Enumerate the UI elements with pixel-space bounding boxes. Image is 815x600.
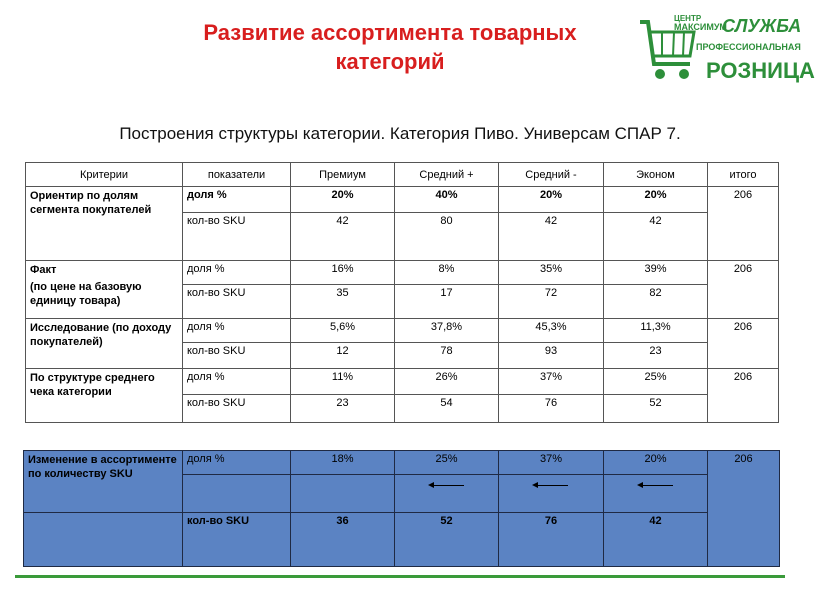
logo-brand-top: ЦЕНТР bbox=[674, 14, 702, 23]
company-logo bbox=[638, 8, 815, 94]
value-cell: 37,8% bbox=[395, 319, 499, 343]
empty-cell bbox=[24, 513, 183, 567]
total-cell: 206 bbox=[708, 261, 779, 319]
total-cell: 206 bbox=[708, 451, 780, 567]
table-row bbox=[24, 451, 780, 475]
page-subtitle: Построения структуры категории. Категория Пиво. Универсам СПАР 7. bbox=[119, 124, 681, 143]
indicator-cell: кол-во SKU bbox=[183, 213, 291, 261]
logo-line-2: ПРОФЕССИОНАЛЬНАЯ bbox=[696, 42, 801, 52]
header-criteria: Критерии bbox=[26, 163, 183, 187]
criteria-cell bbox=[26, 261, 183, 319]
arrow-cell bbox=[499, 475, 604, 513]
value-cell: 11,3% bbox=[604, 319, 708, 343]
table-row bbox=[26, 369, 779, 395]
header-economy: Эконом bbox=[604, 163, 708, 187]
value-cell: 42 bbox=[291, 213, 395, 261]
arrow-cell bbox=[395, 475, 499, 513]
value-cell: 16% bbox=[291, 261, 395, 285]
header-middle-plus: Средний + bbox=[395, 163, 499, 187]
table-row bbox=[24, 513, 780, 567]
value-cell: 54 bbox=[395, 395, 499, 423]
value-cell: 12 bbox=[291, 343, 395, 369]
value-cell: 52 bbox=[604, 395, 708, 423]
indicator-cell: кол-во SKU bbox=[183, 395, 291, 423]
change-table bbox=[23, 450, 780, 567]
criteria-line-1: Факт bbox=[30, 264, 57, 276]
value-cell: 76 bbox=[499, 513, 604, 567]
value-cell: 23 bbox=[604, 343, 708, 369]
value-cell: 40% bbox=[395, 187, 499, 213]
value-cell: 23 bbox=[291, 395, 395, 423]
left-arrow-icon bbox=[639, 485, 673, 486]
value-cell: 72 bbox=[499, 285, 604, 319]
criteria-line-2: (по цене на базовую единицу товара) bbox=[30, 281, 142, 307]
value-cell: 25% bbox=[604, 369, 708, 395]
value-cell: 20% bbox=[604, 187, 708, 213]
value-cell: 36 bbox=[291, 513, 395, 567]
value-cell: 80 bbox=[395, 213, 499, 261]
value-cell: 35 bbox=[291, 285, 395, 319]
value-cell: 37% bbox=[499, 369, 604, 395]
value-cell: 25% bbox=[395, 451, 499, 475]
value-cell: 8% bbox=[395, 261, 499, 285]
indicator-cell: доля % bbox=[183, 261, 291, 285]
value-cell: 93 bbox=[499, 343, 604, 369]
indicator-cell: доля % bbox=[183, 451, 291, 475]
value-cell: 20% bbox=[604, 451, 708, 475]
table-row bbox=[26, 319, 779, 343]
footer-divider bbox=[15, 575, 785, 578]
total-cell: 206 bbox=[708, 319, 779, 369]
value-cell: 20% bbox=[499, 187, 604, 213]
left-arrow-icon bbox=[534, 485, 568, 486]
value-cell: 35% bbox=[499, 261, 604, 285]
arrow-cell bbox=[604, 475, 708, 513]
criteria-cell: Ориентир по долям сегмента покупателей bbox=[26, 187, 183, 261]
value-cell: 52 bbox=[395, 513, 499, 567]
value-cell: 42 bbox=[604, 213, 708, 261]
header-premium: Премиум bbox=[291, 163, 395, 187]
value-cell: 82 bbox=[604, 285, 708, 319]
indicator-cell: доля % bbox=[183, 369, 291, 395]
title-line-1: Развитие ассортимента товарных bbox=[203, 20, 577, 45]
value-cell: 42 bbox=[499, 213, 604, 261]
total-cell: 206 bbox=[708, 187, 779, 261]
total-cell: 206 bbox=[708, 369, 779, 423]
indicator-cell: кол-во SKU bbox=[183, 343, 291, 369]
header-middle-minus: Средний - bbox=[499, 163, 604, 187]
value-cell: 5,6% bbox=[291, 319, 395, 343]
value-cell: 78 bbox=[395, 343, 499, 369]
value-cell: 11% bbox=[291, 369, 395, 395]
empty-cell bbox=[291, 475, 395, 513]
title-line-2: категорий bbox=[335, 49, 445, 74]
left-arrow-icon bbox=[430, 485, 464, 486]
value-cell: 20% bbox=[291, 187, 395, 213]
empty-cell bbox=[183, 475, 291, 513]
criteria-cell: По структуре среднего чека категории bbox=[26, 369, 183, 423]
header-total: итого bbox=[708, 163, 779, 187]
value-cell: 42 bbox=[604, 513, 708, 567]
logo-line-1: СЛУЖБА bbox=[722, 16, 802, 36]
value-cell: 76 bbox=[499, 395, 604, 423]
value-cell: 45,3% bbox=[499, 319, 604, 343]
logo-brand-name: МАКСИМУМ bbox=[674, 22, 727, 32]
table-row bbox=[26, 187, 779, 213]
criteria-cell: Исследование (по доходу покупателей) bbox=[26, 319, 183, 369]
page-title bbox=[140, 18, 640, 76]
indicator-cell: кол-во SKU bbox=[183, 285, 291, 319]
indicator-cell: доля % bbox=[183, 319, 291, 343]
table-header-row bbox=[26, 163, 779, 187]
change-criteria-cell: Изменение в ассортименте по количеству SKU bbox=[24, 451, 183, 513]
value-cell: 17 bbox=[395, 285, 499, 319]
value-cell: 26% bbox=[395, 369, 499, 395]
indicator-cell: доля % bbox=[183, 187, 291, 213]
logo-line-3: РОЗНИЦА bbox=[706, 58, 815, 83]
indicator-cell: кол-во SKU bbox=[183, 513, 291, 567]
value-cell: 37% bbox=[499, 451, 604, 475]
value-cell: 39% bbox=[604, 261, 708, 285]
header-indicators: показатели bbox=[183, 163, 291, 187]
table-row bbox=[26, 261, 779, 285]
assortment-table bbox=[25, 162, 779, 423]
value-cell: 18% bbox=[291, 451, 395, 475]
